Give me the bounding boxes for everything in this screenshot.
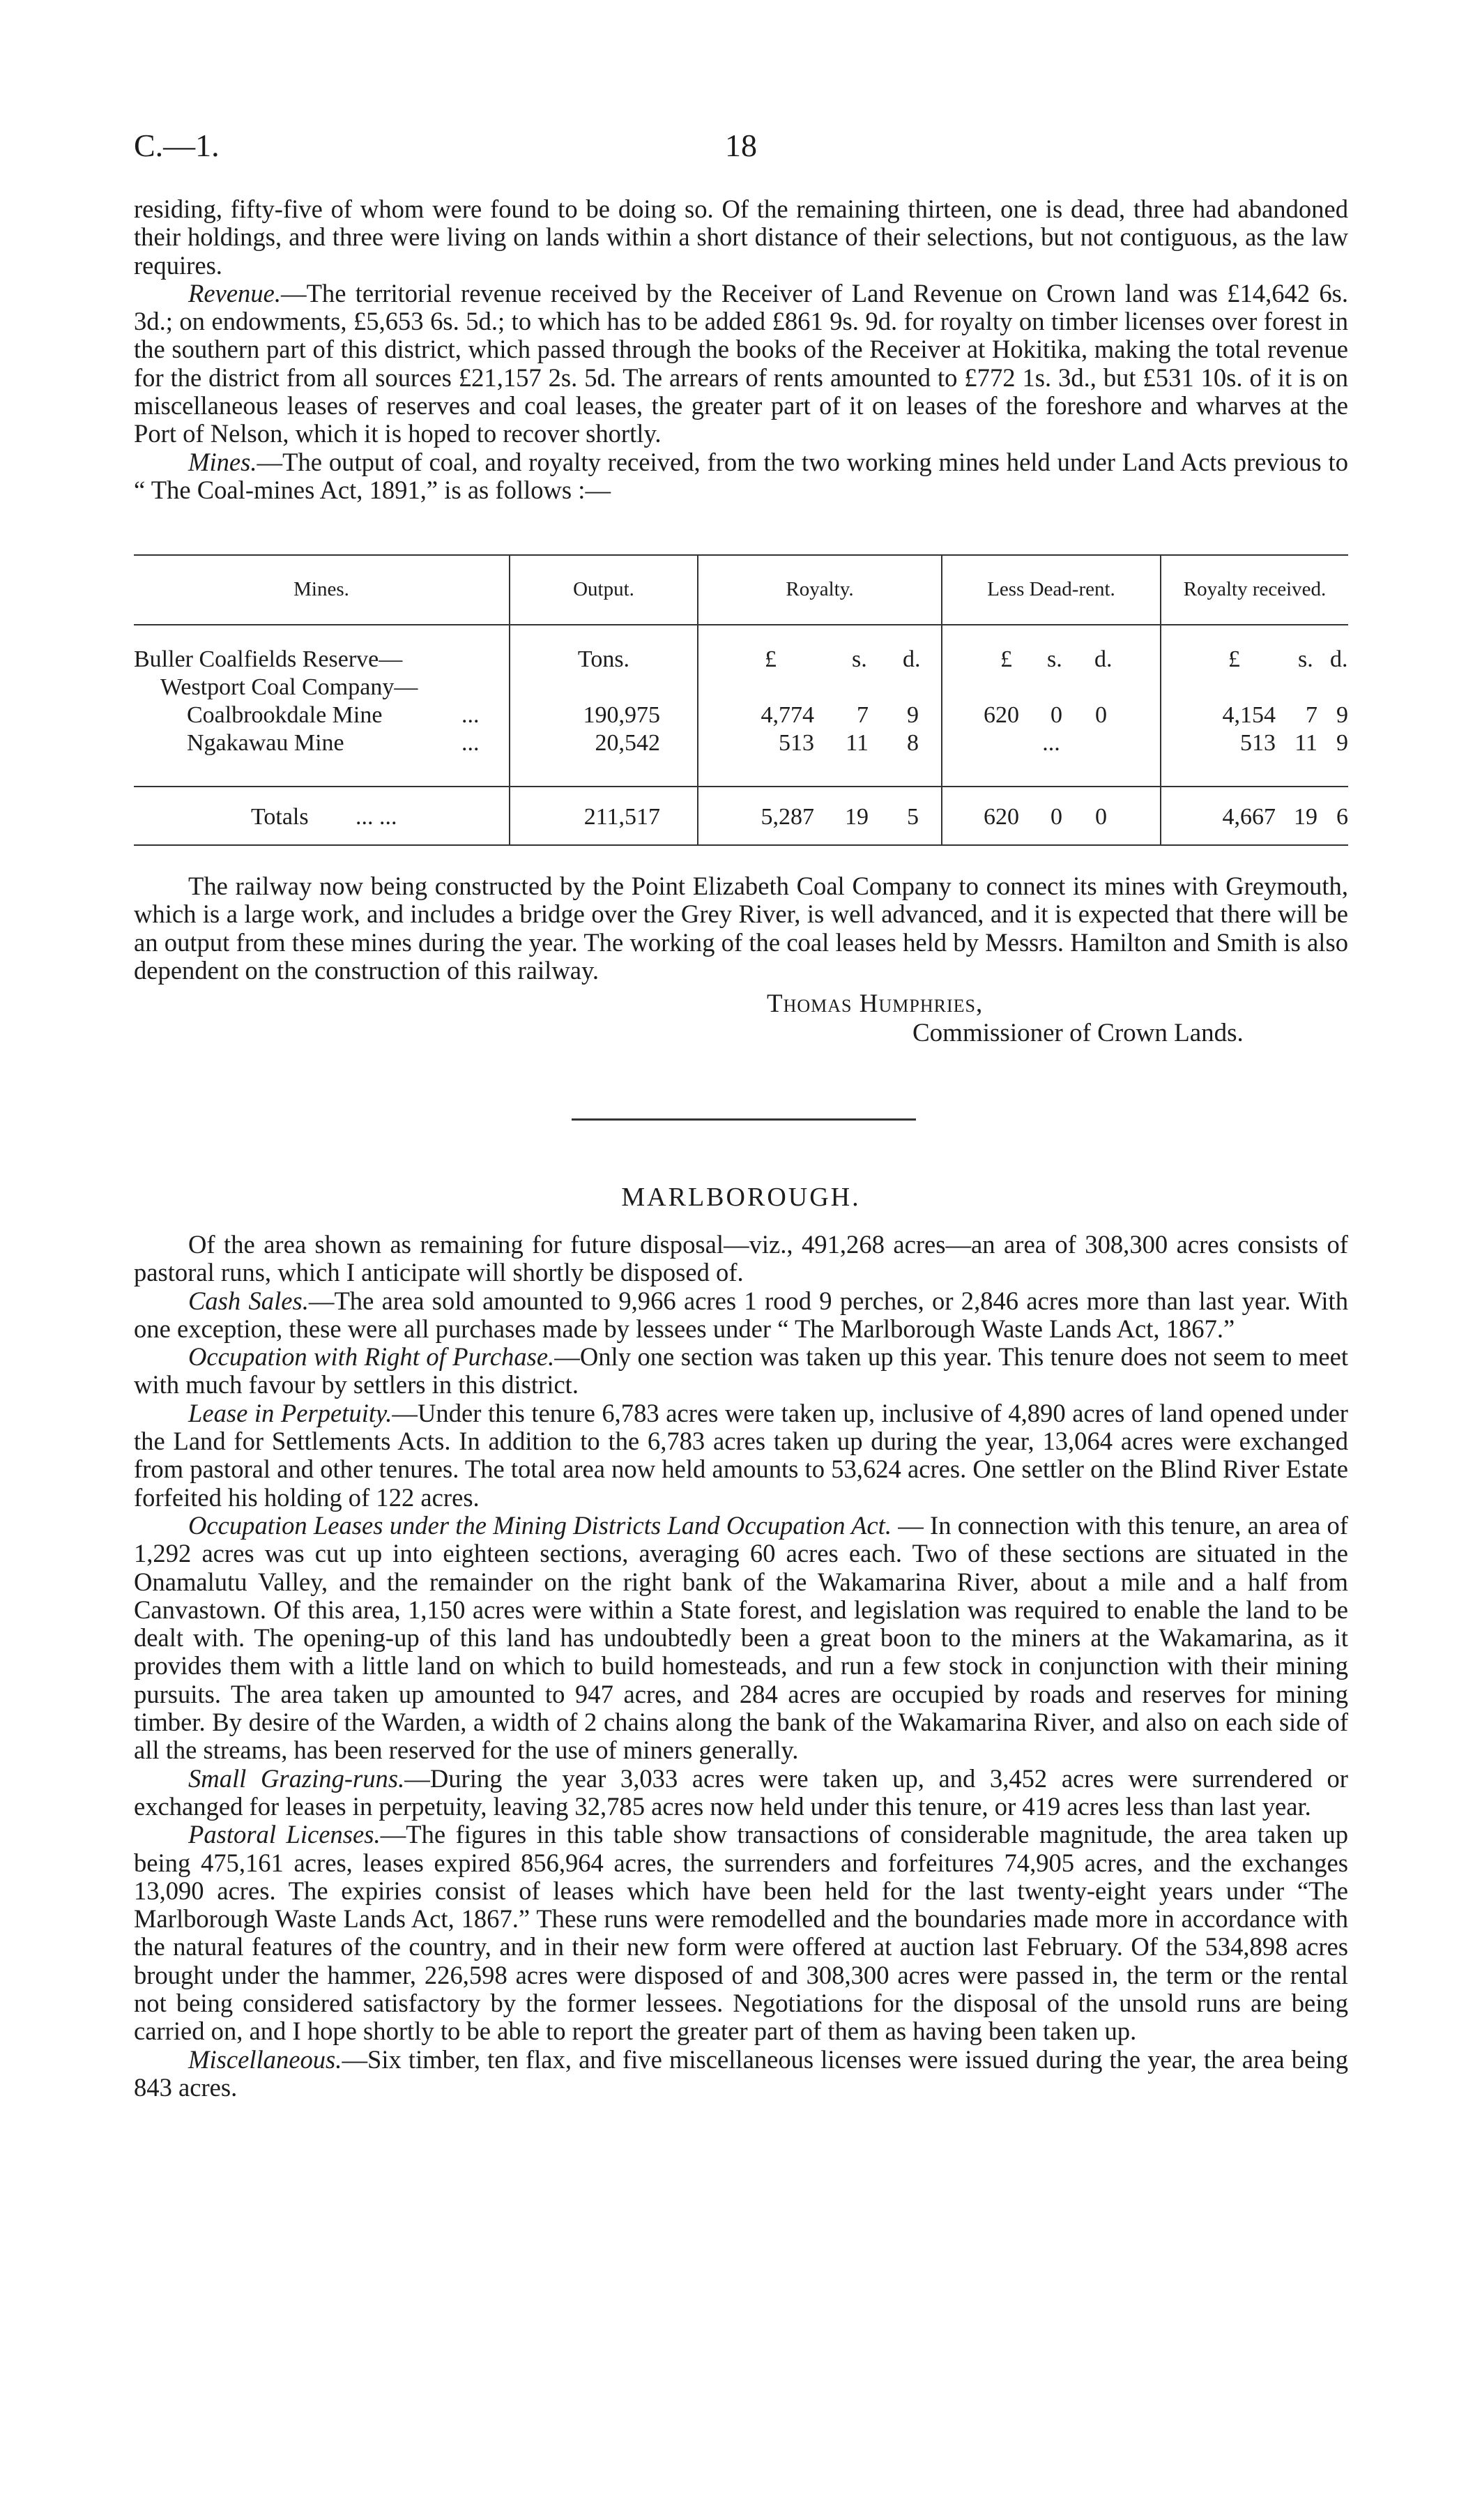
unit-shilling: s. [852, 646, 867, 672]
paragraph-miscellaneous [134, 2046, 1348, 2102]
table-header-rule [134, 624, 1348, 625]
total-royalty-pence: 5 [907, 804, 919, 830]
total-royalty-pounds: 5,287 [761, 804, 814, 830]
leader-dots: ... ... [356, 804, 397, 830]
cell-royalty-pounds: 4,774 [761, 702, 814, 728]
grazing-heading: Small Grazing-runs. [188, 1763, 405, 1793]
row-label-reserve: Buller Coalfields Reserve— [134, 646, 403, 672]
unit-pence: d. [1094, 646, 1113, 672]
column-header-mines: Mines. [293, 578, 349, 600]
cash-sales-heading: Cash Sales. [188, 1286, 309, 1315]
paragraph-intro: Of the area shown as remaining for future disposal—viz., 491,268 acres—an area of 308,300 acres consists of pastoral runs, which I anticipate will shortly be disposed of. [134, 1230, 1348, 1287]
mines-royalty-table [134, 554, 1348, 847]
cell-dead-rent-pence: 0 [1095, 702, 1107, 728]
paragraph-occupation-purchase [134, 1343, 1348, 1399]
cell-royalty-pence: 9 [907, 702, 919, 728]
running-head [134, 127, 1348, 169]
unit-pence: d. [1330, 646, 1348, 672]
perpetuity-heading: Lease in Perpetuity. [188, 1398, 392, 1427]
cell-dead-rent-pounds: 620 [984, 702, 1019, 728]
cell-output: 20,542 [595, 730, 660, 756]
cell-royalty-pounds: 513 [779, 730, 814, 756]
pastoral-heading: Pastoral Licenses. [188, 1820, 381, 1849]
total-received-pounds: 4,667 [1222, 804, 1276, 830]
cell-received-pounds: 513 [1240, 730, 1276, 756]
section-title-marlborough: MARLBOROUGH. [621, 1183, 861, 1212]
cash-sales-text: —The area sold amounted to 9,966 acres 1 rood 9 perches, or 2,846 acres more than last year. With one exception, these were all purchases made by lessees under “ The Marlborough Waste Lands Act, 1867.” [134, 1286, 1349, 1343]
signatory-name: Thomas Humphries, [767, 989, 984, 1019]
signatory-title: Commissioner of Crown Lands. [912, 1019, 1244, 1048]
cell-received-shillings: 7 [1306, 702, 1317, 728]
total-received-pence: 6 [1336, 804, 1348, 830]
nelson-report-continuation [134, 195, 1348, 504]
marlborough-report [134, 1231, 1348, 2102]
cell-received-shillings: 11 [1294, 730, 1317, 756]
column-header-royalty-received: Royalty received. [1183, 578, 1327, 600]
unit-tons: Tons. [577, 646, 630, 672]
totals-label: Totals [251, 804, 309, 830]
paragraph-mines [134, 448, 1348, 505]
revenue-text: —The territorial revenue received by the Receiver of Land Revenue on Crown land was £14,642 6s. 3d.; on endowments, £5,653 6s. 5d.; to which has to be added £861 9s. 9d. for royalty on timber licenses over forest in the southern part of this district, which passed through the books of the Receiver at Hokitika, making the total revenue for the district from all sources £21,157 2s. 5d. The arrears of rents amounted to £772 1s. 3d., but £531 10s. of it is on miscellaneous leases of reserves and coal leases, the greater part of it on leases of the foreshore and wharves at the Port of Nelson, which it is hoped to recover shortly. [134, 278, 1348, 448]
mines-text: —The output of coal, and royalty received, from the two working mines held under Land Acts previous to “ The Coal-mines Act, 1891,” is as follows :— [134, 447, 1348, 504]
unit-pound: £ [765, 646, 777, 672]
unit-shilling: s. [1047, 646, 1062, 672]
column-header-output: Output. [573, 578, 634, 600]
total-dead-rent-shillings: 0 [1051, 804, 1062, 830]
row-label-company: Westport Coal Company— [160, 674, 418, 700]
mining-heading: Occupation Leases under the Mining Districts Land Occupation Act. [188, 1510, 892, 1540]
cell-royalty-pence: 8 [907, 730, 919, 756]
paragraph-cash-sales [134, 1287, 1348, 1344]
table-row-name: Coalbrookdale Mine [187, 702, 383, 728]
occupation-text: —Only one section was taken up this year. This tenure does not seem to meet with much favour by settlers in this district. [134, 1342, 1349, 1399]
paragraph-pastoral-licenses [134, 1821, 1348, 2045]
paragraph-railway: The railway now being constructed by the Point Elizabeth Coal Company to connect its mines with Greymouth, which is a large work, and includes a bridge over the Grey River, is well advanced, and it is expected that there will be an output from these mines during the year. The working of the coal leases held by Messrs. Hamilton and Smith is also dependent on the construction of this railway. [134, 872, 1348, 985]
cell-received-pence: 9 [1336, 730, 1348, 756]
railway-section [134, 872, 1348, 1047]
total-output: 211,517 [583, 804, 660, 830]
table-bottom-rule [134, 844, 1348, 846]
revenue-heading: Revenue. [188, 278, 282, 308]
total-dead-rent-pounds: 620 [984, 804, 1019, 830]
perpetuity-text: —Under this tenure 6,783 acres were taken up, inclusive of 4,890 acres of land opened under the Land for Settlements Acts. In addition to the 6,783 acres taken up during the year, 13,064 acres were exchanged from pastoral and other tenures. The total area now held amounts to 53,624 acres. One settler on the Blind River Estate forfeited his holding of 122 acres. [134, 1398, 1348, 1512]
misc-heading: Miscellaneous. [188, 2044, 342, 2074]
unit-pound: £ [1000, 646, 1012, 672]
section-divider [572, 1118, 916, 1121]
paragraph-small-grazing-runs [134, 1765, 1348, 1821]
unit-pence: d. [903, 646, 921, 672]
cell-dead-rent-shillings: 0 [1051, 702, 1062, 728]
cell-royalty-shillings: 7 [857, 702, 869, 728]
parliamentary-paper-reference: C.—1. [134, 128, 220, 163]
table-top-rule [134, 554, 1348, 556]
leader-dots: ... [461, 702, 480, 728]
cell-dead-rent-empty: ... [1042, 730, 1060, 756]
column-header-dead-rent: Less Dead-rent. [987, 578, 1115, 600]
paragraph-mining-occupation [134, 1512, 1348, 1765]
column-header-royalty: Royalty. [786, 578, 854, 600]
cell-output: 190,975 [583, 702, 660, 728]
leader-dots: ... [461, 730, 480, 756]
cell-received-pence: 9 [1336, 702, 1348, 728]
unit-pound: £ [1228, 646, 1240, 672]
unit-shilling: s. [1298, 646, 1313, 672]
cell-received-pounds: 4,154 [1222, 702, 1276, 728]
grazing-text: —During the year 3,033 acres were taken up, and 3,452 acres were surrendered or exchanged for leases in perpetuity, leaving 32,785 acres now held under this tenure, or 419 acres less than last year. [134, 1763, 1348, 1821]
pastoral-text: —The figures in this table show transactions of considerable magnitude, the area taken up being 475,161 acres, leases expired 856,964 acres, the surrenders and forfeitures 74,905 acres, and the exchanges 13,090 acres. The expiries consist of leases which have been held for the last twenty-eight years under “The Marlborough Waste Lands Act, 1867.” These runs were remodelled and the boundaries made more in accordance with the natural features of the country, and in their new form were offered at auction last February. Of the 534,898 acres brought under the hammer, 226,598 acres were disposed of and 308,300 acres were passed in, the term or the rental not being considered satisfactory by the former lessees. Negotiations for the disposal of the unsold runs are being carried on, and I hope shortly to be able to report the greater part of them as having been taken up. [134, 1820, 1348, 2046]
mines-heading: Mines. [188, 447, 257, 476]
table-row-name: Ngakawau Mine [187, 730, 344, 756]
signature-block [134, 985, 1348, 1047]
cell-royalty-shillings: 11 [846, 730, 869, 756]
mining-text: — In connection with this tenure, an area of 1,292 acres was cut up into eighteen sections, averaging 60 acres each. Two of these sections are situated in the Onamalutu Valley, and the remainder on the right bank of the Wakamarina River, about a mile and a half from Canvastown. Of this area, 1,150 acres were within a State forest, and legislation was required to enable the land to be dealt with. The opening-up of this land has undoubtedly been a great boon to the miners at the Wakamarina, as it provides them with a little land on which to build homesteads, and run a few stock in conjunction with their mining pursuits. The area taken up amounted to 947 acres, and 284 acres are occupied by roads and reserves for mining timber. By desire of the Warden, a width of 2 chains along the bank of the Wakamarina River, and also on each side of all the streams, has been reserved for the use of miners generally. [134, 1510, 1348, 1765]
paragraph-residing: residing, fifty-five of whom were found to be doing so. Of the remaining thirteen, one is dead, three had abandoned their holdings, and three were living on lands within a short distance of their selections, but not contiguous, as the law requires. [134, 195, 1348, 280]
total-royalty-shillings: 19 [845, 804, 869, 830]
total-received-shillings: 19 [1294, 804, 1317, 830]
paragraph-lease-perpetuity [134, 1399, 1348, 1512]
occupation-heading: Occupation with Right of Purchase. [188, 1342, 555, 1372]
page-number: 18 [725, 128, 757, 163]
paragraph-revenue [134, 280, 1348, 448]
table-totals-rule [134, 786, 1348, 787]
total-dead-rent-pence: 0 [1095, 804, 1107, 830]
misc-text: —Six timber, ten flax, and five miscellaneous licenses were issued during the year, the area being 843 acres. [134, 2044, 1348, 2102]
